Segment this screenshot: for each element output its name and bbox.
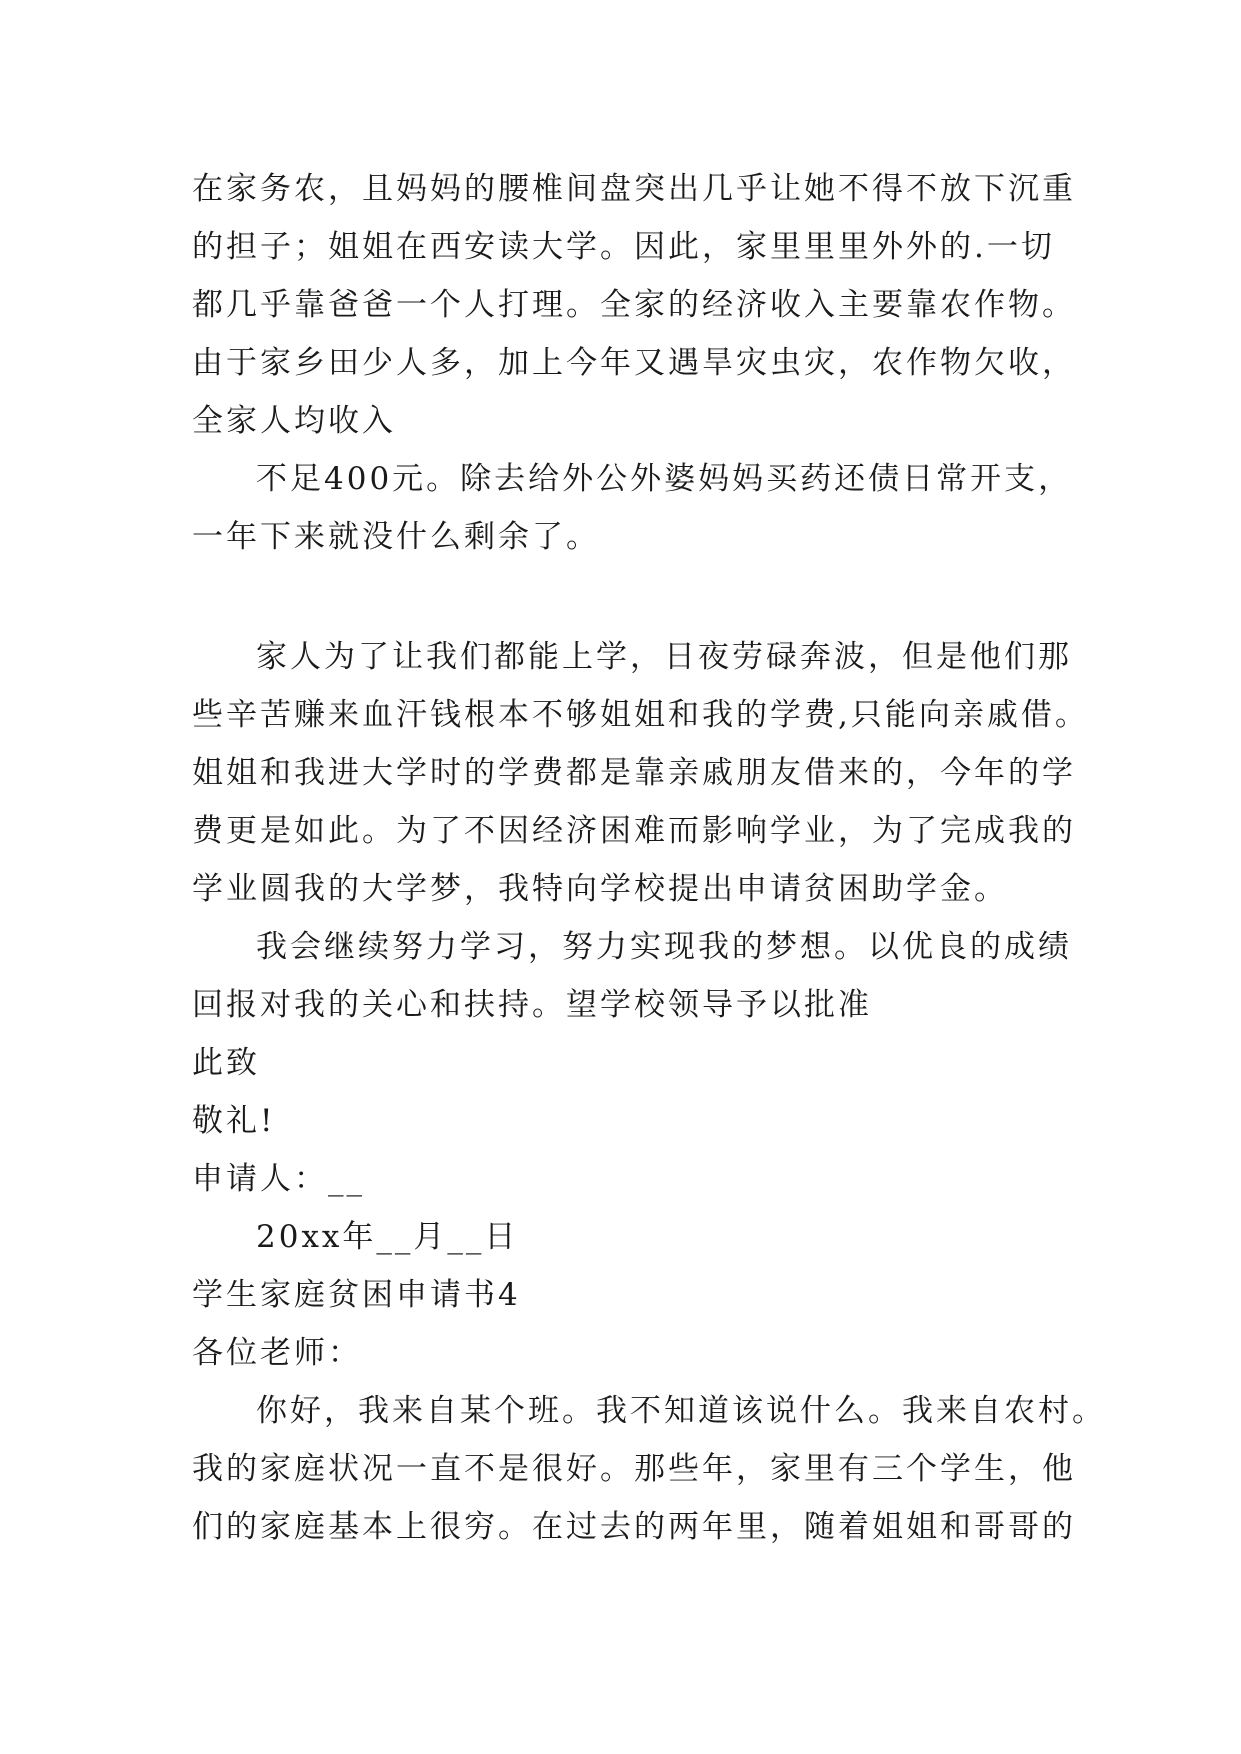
section-title: 学生家庭贫困申请书4 xyxy=(192,1277,521,1313)
text-line: 回报对我的关心和扶持。望学校领导予以批准 xyxy=(192,987,872,1023)
paragraph-tuition xyxy=(192,628,1089,918)
closing-greeting: 此致 xyxy=(192,1045,260,1081)
text-line: 家人为了让我们都能上学，日夜劳碌奔波，但是他们那 xyxy=(256,639,1072,675)
text-line: 你好，我来自某个班。我不知道该说什么。我来自农村。 xyxy=(256,1393,1106,1429)
text-line: 我会继续努力学习，努力实现我的梦想。以优良的成绩 xyxy=(256,929,1072,965)
text-line: 些辛苦赚来血汗钱根本不够姐姐和我的学费,只能向亲戚借。 xyxy=(192,697,1089,733)
text-line: 一年下来就没什么剩余了。 xyxy=(192,519,600,555)
text-line: 都几乎靠爸爸一个人打理。全家的经济收入主要靠农作物。 xyxy=(192,287,1076,323)
document-body xyxy=(192,160,1106,1556)
applicant-signature: 申请人：__ xyxy=(192,1161,365,1197)
salutation: 各位老师： xyxy=(192,1335,362,1371)
text-line: 姐姐和我进大学时的学费都是靠亲戚朋友借来的，今年的学 xyxy=(192,755,1076,791)
paragraph-introduction xyxy=(192,1382,1106,1556)
text-line: 由于家乡田少人多，加上今年又遇旱灾虫灾，农作物欠收， xyxy=(192,345,1076,381)
text-line: 不足400元。除去给外公外婆妈妈买药还债日常开支， xyxy=(256,461,1073,497)
paragraph-family-situation xyxy=(192,160,1076,450)
paragraph-spacer xyxy=(192,566,1072,628)
text-line: 学业圆我的大学梦，我特向学校提出申请贫困助学金。 xyxy=(192,871,1008,907)
application-date: 20xx年__月__日 xyxy=(256,1219,519,1255)
text-line: 在家务农，且妈妈的腰椎间盘突出几乎让她不得不放下沉重 xyxy=(192,171,1076,207)
text-line: 全家人均收入 xyxy=(192,403,396,439)
paragraph-promise xyxy=(192,918,1072,1034)
text-line: 们的家庭基本上很穷。在过去的两年里，随着姐姐和哥哥的 xyxy=(192,1509,1076,1545)
paragraph-income xyxy=(192,450,1072,566)
text-line: 费更是如此。为了不因经济困难而影响学业，为了完成我的 xyxy=(192,813,1076,849)
closing-salute: 敬礼! xyxy=(192,1103,276,1139)
text-line: 我的家庭状况一直不是很好。那些年，家里有三个学生，他 xyxy=(192,1451,1076,1487)
text-line: 的担子；姐姐在西安读大学。因此，家里里里外外的.一切 xyxy=(192,229,1055,265)
